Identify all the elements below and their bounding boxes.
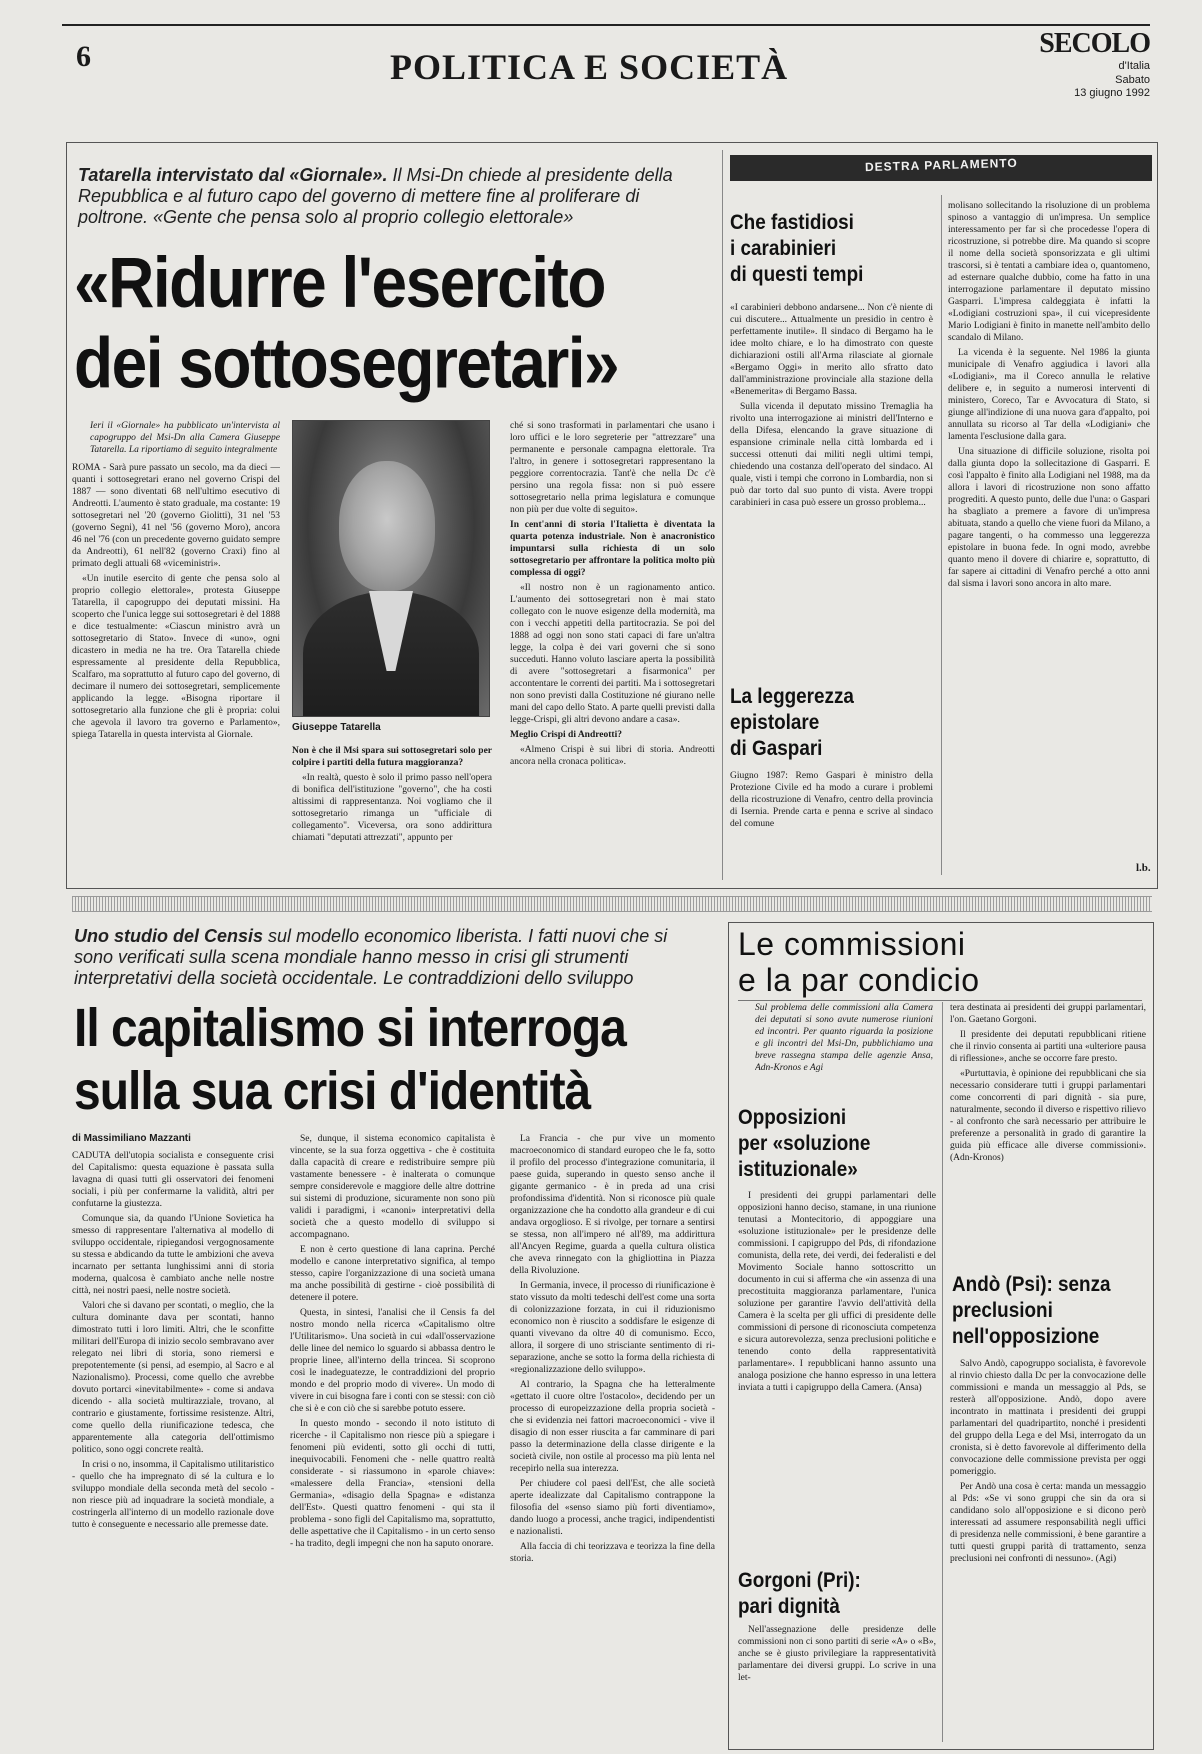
commissioni-sub3-l1: Andò (Psi): senza (952, 1273, 1111, 1296)
article1-col1 (72, 420, 280, 875)
commissioni-sub1-l1: Opposizioni (738, 1106, 847, 1129)
article2-col1-p1: CADUTA dell'utopia socialista e conseguente crisi del Capitalismo: questa equazione è passata sulla lavagna di quasi tutti gli osservatori dei fenomeni sociali, i più per confermarne la validità, altri per confutarne la giustezza. (72, 1151, 274, 1209)
article2-col2-p1: Se, dunque, il sistema economico capitalista è vincente, se la sua forza oggettiva - che è costituita dalla capacità di creare e redistribuire sempre più vastamente benessere - è inalterata o comunque sempre considerevole e maggiore delle altre dottrine sui sistemi di produzione, sicuramente non sono più validi i paradigmi, i «canoni» interpretativi della società che a questo modello di sviluppo si accompagnano. (290, 1134, 495, 1240)
article2-col3-p3: Al contrario, la Spagna che ha letteralmente «gettato il cuore oltre l'ostacolo», decidendo per un processo di europeizzazione della propria società - che si evidenzia nei fattori macroeconomici - vive il disagio di non esser riuscita a far camminare di pari passo la determinazione della classe dirigente e la società civile, non ostile al processo ma più lenta nel recepirlo nella sua interezza. (510, 1380, 715, 1474)
masthead-sub: d'Italia (1118, 60, 1150, 72)
destra-col1-p3: Giugno 1987: Remo Gaspari è ministro della Protezione Civile ed ha modo a curare i problemi della ricostruzione di Venafro, centro della provincia di Isernia. Prende carta e penna e scrive al sindaco del comune (730, 771, 933, 829)
masthead-name: SECOLO (1039, 28, 1150, 59)
article1-col3-p1: ché si sono trasformati in parlamentari che usano i loro uffici e le loro segreterie per "attrezzare" una permanente e personale campagna elettorale. Tra l'altro, in genere i sottosegretari rappresentano la peggiore correntocrazia. Tant'è che nella Dc c'è persino una regola fissa: non si può essere sottosegretario nella prima legislatura e comunque non più per due volte di seguito». (510, 421, 715, 515)
commissioni-col2-p2: Il presidente dei deputati repubblicani ritiene che il rinvio consenta ai partiti una «ulteriore pausa di riflessione», anche se occorre fare presto. (950, 1030, 1146, 1064)
article1-col3-p3: «Almeno Crispi è sui libri di storia. Andreotti ancora nella cronaca politica». (510, 745, 715, 767)
article1-question3: Meglio Crispi di Andreotti? (510, 730, 622, 740)
article2-col1-p4: In crisi o no, insomma, il Capitalismo utilitaristico - quello che ha impregnato di sé la cultura e lo sviluppo mondiale della seconda metà del secolo - non riesce più ad inquadrare la società mondiale, a costringerla all'interno di un modello razionale dove tutto è conseguente e necessario alle premesse date. (72, 1460, 274, 1530)
article2-byline: di Massimiliano Mazzanti (72, 1133, 191, 1144)
destra-title1-l3: di questi tempi (730, 263, 864, 286)
destra-col2-p1: molisano sollecitando la risoluzione di un problema spinoso a vantaggio di un'impresa. Un semplice interessamento per far sì che procedesse l'opera di ricostruzione, si potrebbe dire. Ma quando si scopre il nome della società sponsorizzata e gli ultimi trascorsi, si è tentati a cambiare idea o, quantomeno, ad esternare qualche dubbio, come ha fatto in una interrogazione parlamentare il deputato missino Gasparri. L'impresa caldeggiata è infatti la «Lodigiani costruzioni spa», il cui vicepresidente Mario Lodigiani è finito in manette nell'ambito dello scandalo di Milano. (948, 201, 1150, 343)
article2-headline (74, 998, 714, 1123)
destra-col2 (948, 200, 1150, 855)
article1-kicker-lead: Tatarella intervistato dal «Giornale». (78, 165, 388, 185)
section-title: POLITICA E SOCIETÀ (390, 47, 789, 87)
article1-headline-line1: «Ridurre l'esercito (74, 242, 605, 323)
destra-title2-l2: epistolare (730, 711, 820, 734)
commissioni-col1-b (738, 1624, 936, 1742)
commissioni-intro (755, 1002, 933, 1098)
article2-headline-line2: sulla sua crisi d'identità (74, 1061, 591, 1122)
commissioni-col2-p4: Salvo Andò, capogruppo socialista, è favorevole al rinvio chiesto dalla Dc per la convocazione delle commissioni e manda un messaggio al Pds, se resterà all'opposizione. Andò, dopo avere incontrato in mattinata i presidenti dei gruppi parlamentari del quadripartito, nonché i presidenti del gruppo della Lega e del Msi, interrogato da un cronista, si è detto favorevole al differimento della convocazione delle commissione prevista per oggi pomeriggio. (950, 1359, 1146, 1477)
commissioni-sub3 (952, 1272, 1132, 1350)
destra-banner-text: DESTRA PARLAMENTO (864, 155, 1018, 175)
destra-col2-p3: Una situazione di difficile soluzione, risolta poi dalla giunta dopo la sollecitazione di Gasparri. E così l'appalto è finito alla Lodigiani nel 1988, ma da allora i lavori di ricostruzione non sono affatto progrediti. A questo punto, delle due l'una: o Gaspari ha sbagliato a premere a favore di un'impresa abituata, stando a quello che viene fuori da Milano, a pagare tangenti, o ha commesso una leggerezza epistolare in buona fede. In ogni modo, avrebbe quanto meno il dovere di chiarire e, soprattutto, di far sapere ai cittadini di Venafro perché a otto anni dal sisma i lavori sono ancora in alto mare. (948, 447, 1150, 589)
header-rule (62, 24, 1150, 26)
issue-day: Sabato (1115, 74, 1150, 86)
article2-col2-p3: Questa, in sintesi, l'analisi che il Censis fa del nostro mondo nella ricerca «Capitalismo oltre l'Utilitarismo». Una società in cui «dall'osservazione delle linee del nemico lo sguardo si abbassa dentro le proprie linee, all'interno della trincea. Si scoprono così le inadeguatezze, le contraddizioni del proprio mondo e del proprio modo di vivere». Un modo di vivere in cui bisogna fare i conti con se stessi: con ciò che si è e con ciò che si sarebbe potuto essere. (290, 1308, 495, 1414)
commissioni-col2-b (950, 1358, 1146, 1743)
issue-date-text: 13 giugno 1992 (1074, 87, 1150, 99)
commissioni-title-l1: Le commissioni (738, 926, 966, 962)
commissioni-col1-p1: I presidenti dei gruppi parlamentari delle opposizioni hanno deciso, stamane, in una riunione tenutasi a Montecitorio, di appoggiare una «soluzione istituzionale» per le presidenze delle commissioni. I capigruppo del Pds, di rifondazione comunista, della rete, dei verdi, dei federalisti e del Movimento Sociale hanno sottoscritto un documento in cui si afferma che «in assenza di una precostituita maggioranza parlamentare, l'unica soluzione per garantire l'avvio dell'attività della Camera è la scelta per gli uffici di presidente delle commissioni di persone di riconosciuta competenza e sicura autorevolezza, senza preclusioni politiche e tenendo conto della rappresentatività parlamentare». I repubblicani hanno assunto una analoga posizione che hanno espresso in una lettera inviata a tutti i capigruppo della Camera. (Ansa) (738, 1191, 936, 1393)
commissioni-col-divider (942, 1002, 943, 1742)
commissioni-col2-p3: «Purtuttavia, è opinione dei repubblicani che sia necessario considerare tutti i gruppi parlamentari come concorrenti di pari dignità - sia pure, naturalmente, secondo il diverso e rispettivo rilievo - al confronto che sarà necessario per attribuire le preferenze a personalità in grado di garantire la guida più efficace alle diverse commissioni». (Adn-Kronos) (950, 1069, 1146, 1163)
destra-col1-top (730, 302, 933, 660)
commissioni-sub1-l2: per «soluzione (738, 1132, 871, 1155)
commissioni-col1-p2: Nell'assegnazione delle presidenze delle commissioni non ci sono partiti di serie «A» o «B», anche se è giusto privilegiare la rappresentatività parlamentare dei diversi gruppi. Lo scrive in una let- (738, 1625, 936, 1683)
commissioni-col2-p5: Per Andò una cosa è certa: manda un messaggio al Pds: «Se vi sono gruppi che sin da ora si candidano solo all'opposizione e si dicono però interessati ad assumere responsabilità negli uffici di presidenza nelle commissioni, è bene garantire a tutti questi gruppi parità di trattamento, senza preclusioni nei confronti di nessuno». (Agi) (950, 1482, 1146, 1564)
photo-caption: Giuseppe Tatarella (292, 722, 381, 733)
photo-face (339, 461, 435, 591)
article2-col3-p2: In Germania, invece, il processo di riunificazione è stato vissuto da molti tedeschi dell'est come una sorta di colonizzazione forzata, in cui il riduzionismo economico non è riuscito a soddisfare le esigenze di quanti vivevano da oltre 40 di comunismo. Ecco, allora, il sorgere di uno strisciante sentimento di ri-separazione, anche se sotto la forma della richiesta di «regionalizzazione dello sviluppo». (510, 1281, 715, 1375)
destra-title2-l1: La leggerezza (730, 685, 854, 708)
article1-col2-p1: «In realtà, questo è solo il primo passo nell'opera di bonifica dell'istituzione "governo", che ha costi altissimi di rappresentanza. Noi vogliamo che il sottosegretario rimanga un "ufficiale di collegamento". Viceversa, ora sono addirittura chiamati "deputati attrezzati", appunto per (292, 773, 492, 843)
masthead (1039, 28, 1150, 72)
commissioni-sub2 (738, 1568, 918, 1620)
commissioni-title-l2: e la par condicio (738, 962, 980, 998)
commissioni-sub1-l3: istituzionale» (738, 1158, 858, 1181)
destra-col-divider (941, 195, 942, 875)
destra-banner (730, 155, 1152, 181)
commissioni-intro-text: Sul problema delle commissioni alla Camera dei deputati si sono avute numerose riunioni ed incontri. Per quanto riguarda la posizione e gli incontri del Msi-Dn, pubblichiamo una breve rassegna stampa delle agenzie Ansa, Adn-Kronos e Agi (755, 1003, 933, 1073)
article2-headline-line1: Il capitalismo si interroga (74, 999, 626, 1059)
article1-col3 (510, 420, 715, 875)
article2-col3-p4: Per chiudere col paesi dell'Est, che alle società aperte idealizzate dal Capitalismo contrappone la filosofia del «senso siamo più forti diventiamo», dando luogo a processi, anche tragici, indipendentisti e nazionalisti. (510, 1479, 715, 1537)
destra-col1-p2: Sulla vicenda il deputato missino Tremaglia ha rivolto una interrogazione ai ministri dell'Interno e della Difesa, elencando la grave situazione di espansione criminale nella città lombarda ed i successi ottenuti dai militi negli ultimi tempi, chiedendo una costanza dell'operato del sindaco. Al quale, visti i tempi che corrono in Lombardia, non si può dar torto dal suo punto di vista. Avere troppi carabinieri in casa può essere un grosso problema... (730, 402, 933, 508)
destra-title1-l2: i carabinieri (730, 237, 837, 260)
page-number: 6 (76, 40, 91, 73)
article1-question2: In cent'anni di storia l'Italietta è diventata la quarta potenza industriale. Non è anacronistico impuntarsi sulla richiesta di un solo sottosegretario per affrontare la politica molto più complessa di oggi? (510, 520, 715, 578)
destra-col1-p1: «I carabinieri debbono andarsene... Non c'è niente di cui discutere... Attualmente un presidio in centro è perfettamente inutile». Il sindaco di Bergamo ha le idee molto chiare, e lo ha dimostrato con queste dichiarazioni ostili all'Arma rilasciate al giornale «Bergamo Oggi» in merito allo sfratto dato dall'amministrazione provinciale alla stazione della «Benemerita» di Bergamo Bassa. (730, 303, 933, 397)
article2-col1 (72, 1150, 274, 1745)
destra-title2-l3: di Gaspari (730, 737, 823, 760)
commissioni-sub1 (738, 1105, 918, 1183)
destra-signoff: l.b. (1136, 862, 1151, 874)
article1-headline (74, 242, 714, 403)
commissioni-col1-a (738, 1190, 936, 1565)
article2-kicker-rest: sul modello economico liberista. I fatti nuovi che si sono verificati sulla scena mondiale hanno messo in crisi gli strumenti interpretativi della società occidentale. Le contraddizioni dello sviluppo (74, 926, 668, 988)
article1-kicker (78, 165, 678, 228)
destra-title1-l1: Che fastidiosi (730, 211, 854, 234)
destra-col2-p2: La vicenda è la seguente. Nel 1986 la giunta municipale di Venafro aggiudica i lavori alla «Lodigiani», ma il Coreco annulla le relative delibere e, in seguito a numerosi interventi di ministero, Coreco, Tar e Avvocatura di Stato, si giunge all'indizione di una nuova gara d'appalto, poi annullata su ricorso al Tar della «Lodigiani» che lamenta l'esclusione dalla gara. (948, 348, 1150, 442)
commissioni-sub2-l2: pari dignità (738, 1595, 840, 1618)
article1-col1-p2: «Un inutile esercito di gente che pensa solo al proprio collegio elettorale», protesta Giuseppe Tatarella, il capogruppo dei deputati missini. Ha scoperto che l'unica legge sui sottosegretari è del 1888 e dice testualmente: «Ciascun ministro avrà un sottosegretario di Stato». Invece di «uno», ogni dicastero in media ne ha tre. Ora Tatarella chiede espressamente al presidente della Repubblica, Scalfaro, ma soprattutto al futuro capo del governo, di decimare il numero dei sottosegretari, semplicemente applicando la legge. «Bisogna riportare il sottosegretario alla funzione che gli è propria: colui che agevola il lavoro tra governo e Parlamento», spiega Tatarella in questa intervista al Giornale. (72, 574, 280, 740)
destra-title2 (730, 684, 910, 762)
tatarella-photo (292, 420, 490, 717)
article2-col3 (510, 1133, 715, 1745)
commissioni-sub3-l2: preclusioni (952, 1299, 1053, 1322)
article1-intro: Ieri il «Giornale» ha pubblicato un'intervista al capogruppo del Msi-Dn alla Camera Giuseppe Tatarella. La riportiamo di seguito integralmente (90, 421, 280, 455)
article2-col1-p2: Comunque sia, da quando l'Unione Sovietica ha smesso di rappresentare l'alternativa al modello di sviluppo occidentale, ripiegandosi vergognosamente su stessa e abdicando da tutte le ambizioni che aveva incarnato per settanta lunghissimi anni di storia moderna, qualcosa è cambiato anche nelle nostre città, nei nostri paesi, nelle nostre società. (72, 1214, 274, 1296)
destra-divider (722, 150, 723, 880)
article2-col3-p5: Alla faccia di chi teorizzava e teorizza la fine della storia. (510, 1542, 715, 1564)
article1-col3-p2: «Il nostro non è un ragionamento antico. L'aumento dei sottosegretari non è mai stato collegato con le nuove esigenze della modernità, ma con i vecchi appetiti della partitocrazia. Se poi del 1888 ad oggi non sono stati capaci di fare un'altra legge, la colpa è dei vari governi che si sono succeduti. Hanno voluto lasciare aperta la possibilità di avere "sottosegretari a fisarmonica" per accontentare le correnti dei partiti. Ma i sottosegretari non sono previsti dalla Costituzione né giurano nelle mani del capo dello Stato. A parte quelli previsti dalla legge-Crispi, gli altri devono andare a casa». (510, 583, 715, 725)
commissioni-title (738, 926, 1138, 998)
article2-kicker (74, 926, 694, 989)
article1-kicker-rest: Il Msi-Dn chiede al presidente della Repubblica e al futuro capo del governo di mettere fine al proliferare di poltrone. «Gente che pensa solo al proprio collegio elettorale» (78, 165, 673, 227)
commissioni-sub3-l3: nell'opposizione (952, 1325, 1100, 1348)
article2-col2-p2: E non è certo questione di lana caprina. Perché modello e canone interpretativo significa, al tempo stesso, capire l'organizzazione di una società umana ma anche possibilità di gestirne - cioè possibilità di detenere il potere. (290, 1245, 495, 1303)
section-separator (72, 896, 1152, 912)
destra-col1-bottom (730, 770, 933, 875)
article1-headline-line2: dei sottosegretari» (74, 322, 619, 404)
article1-question1: Non è che il Msi spara sui sottosegretari solo per colpire i partiti della futura maggioranza? (292, 746, 492, 768)
commissioni-col2-a (950, 1002, 1146, 1257)
article2-col2-p4: In questo mondo - secondo il noto istituto di ricerche - il Capitalismo non riesce più a spiegare i fenomeni più evidenti, sotto gli occhi di tutti, inequivocabili. Fenomeni che - nelle quattro realtà considerate - si riassumono in «parole chiave»: «malessere della Francia», «tensioni della Germania», «disagio della Spagna» e «distanza dell'Est». Questi quattro fenomeni - qui sta il problema - sono figli del Capitalismo ma, soprattutto, delle aspettative che il Capitalismo - in un certo senso - ha tradito, degli impegni che non ha saputo onorare. (290, 1419, 495, 1549)
article1-col2 (292, 742, 492, 877)
article2-col3-p1: La Francia - che pur vive un momento macroeconomico di standard europeo che le fa, sotto il profilo del processo d'integrazione comunitaria, il paese guida, superando in questo senso anche il gigante germanico - è in preda ad una crisi profondissima d'identità. Non si riconosce più quale organizzazione che ha condotto alla grandeur e di cui andava orgoglioso. E si rivolge, per tornare a sentirsi se stessa, non all'impero né all'89, ma addirittura all'Ancyen Regime, guarda a quella cultura olistica che aveva rinnegato con la ghigliottina in Piazza della Rivoluzione. (510, 1134, 715, 1276)
issue-date (1074, 74, 1150, 100)
article1-col1-p1: ROMA - Sarà pure passato un secolo, ma da dieci — quanti i sottosegretari erano nel governo Crispi del 1887 — sono diventati 68 nell'ultimo esecutivo di Andreotti. L'aumento è stato graduale, ma costante: 19 sottosegretari nel '20 (governo Giolitti), 31 nel '53 (governo Segni), 41 nel '56 (governo Moro), ancora 46 nel '76 (con un precedente governo guidato sempre da Andreotti), 61 nell'82 (governo Craxi) fino al primato degli attuali 68 «viceministri». (72, 463, 280, 569)
article2-kicker-lead: Uno studio del Censis (74, 926, 264, 946)
article2-col1-p3: Valori che si davano per scontati, o meglio, che la cultura dominante dava per scontati, hanno dimostrato tutti i loro limiti. Altri, che le sconfitte militari dell'Europa di inizio secolo sembravano aver relegato nei libri di storia, sono riemersi e prepotentemente (si pensi, ad esempio, al Sacro e al Nazionalismo). Processi, come quello che avrebbe dovuto portarci «inevitabilmente» - come si andava dicendo - alla società multirazziale, trovano, al contrario e giustamente, fortissime resistenze. Altri, come quello della riunificazione tedesca, che apparentemente alla categoria dell'ottimismo politico, sono oggi concrete realtà. (72, 1301, 274, 1455)
commissioni-sub2-l1: Gorgoni (Pri): (738, 1569, 861, 1592)
commissioni-title-rule (738, 1000, 1142, 1001)
article2-col2 (290, 1133, 495, 1745)
destra-title1 (730, 210, 910, 288)
commissioni-col2-p1: tera destinata ai presidenti dei gruppi parlamentari, l'on. Gaetano Gorgoni. (950, 1003, 1146, 1025)
